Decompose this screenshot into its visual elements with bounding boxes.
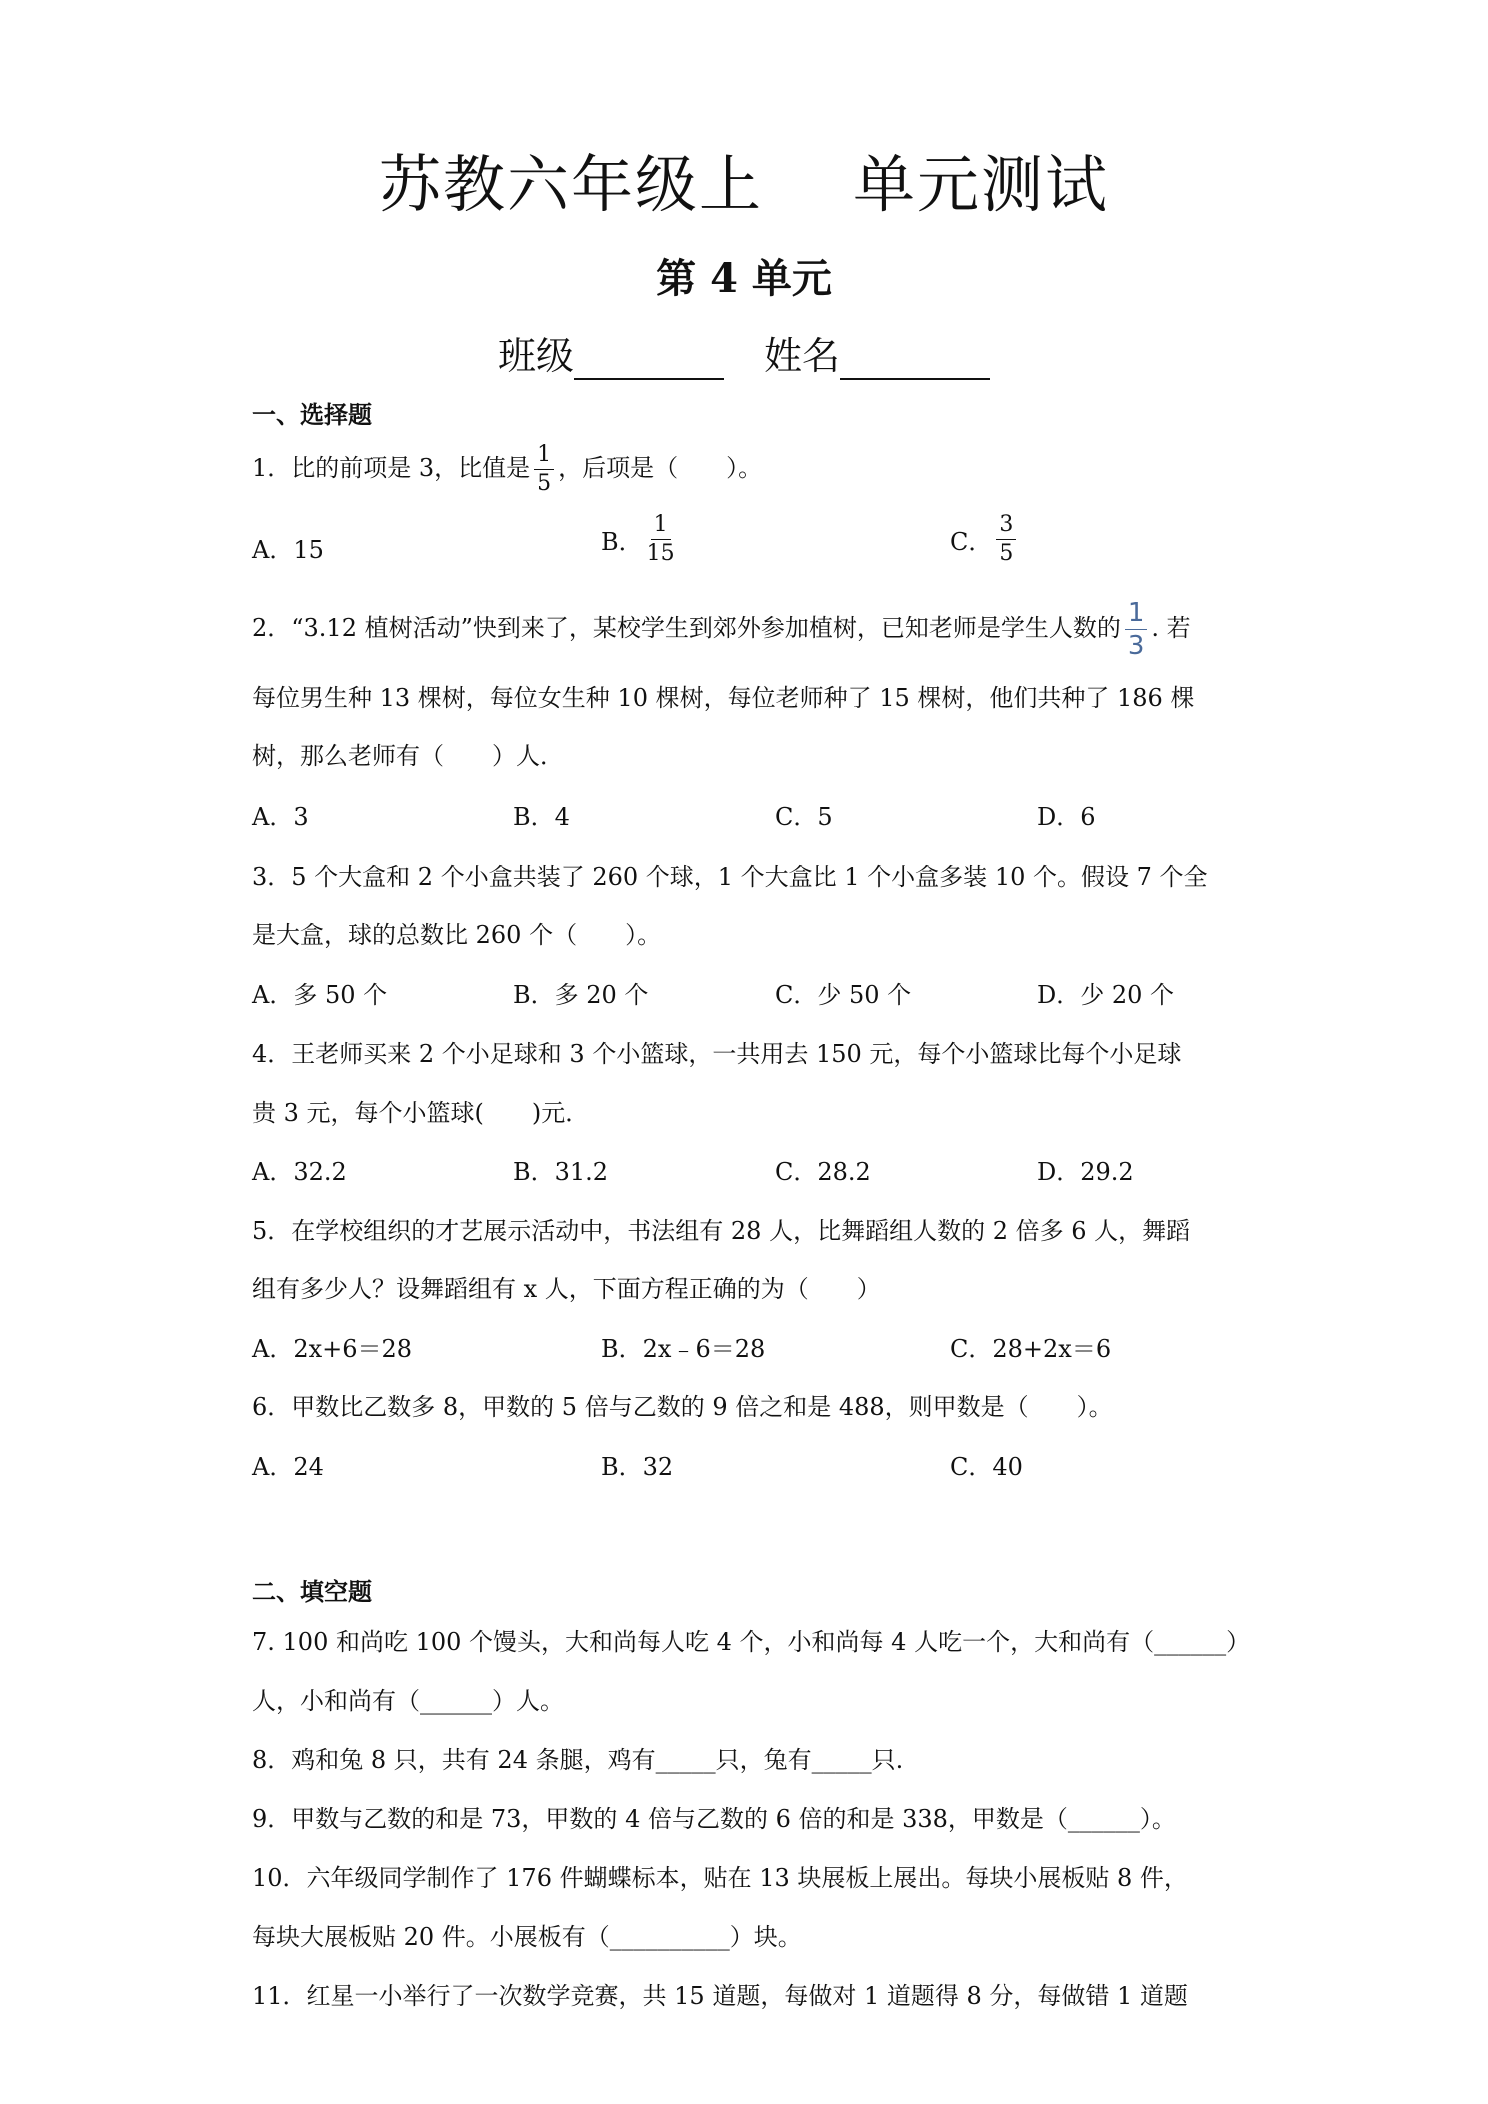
q5-option-a[interactable]: A．2x+6＝28 — [252, 1335, 413, 1363]
question-10-line-2: 每块大展板贴 20 件。小展板有（__________）块。 — [252, 1923, 802, 1951]
q1-option-c-label: C． — [950, 528, 993, 556]
q5-option-c[interactable]: C．28+2x＝6 — [950, 1335, 1112, 1363]
q2-option-d[interactable]: D．6 — [1037, 803, 1096, 831]
q1-text-a: 1．比的前项是 3，比值是 — [252, 454, 531, 482]
question-9: 9．甲数与乙数的和是 73，甲数的 4 倍与乙数的 6 倍的和是 338，甲数是（______）。 — [252, 1805, 1176, 1833]
q6-option-c[interactable]: C．40 — [950, 1453, 1023, 1481]
name-blank[interactable] — [840, 338, 990, 380]
question-8: 8．鸡和兔 8 只，共有 24 条腿，鸡有_____只，兔有_____只. — [252, 1746, 904, 1774]
question-7-line-1: 7. 100 和尚吃 100 个馒头，大和尚每人吃 4 个，小和尚每 4 人吃一个，大和尚有（______） — [252, 1628, 1251, 1656]
title-right: 单元测试 — [853, 148, 1110, 221]
q2-option-b[interactable]: B．4 — [513, 803, 570, 831]
question-6: 6．甲数比乙数多 8，甲数的 5 倍与乙数的 9 倍之和是 488，则甲数是（ ）。 — [252, 1393, 1113, 1421]
q5-option-b[interactable]: B．2x﹣6＝28 — [601, 1335, 766, 1363]
q1-option-b-label: B． — [601, 528, 643, 556]
q1-option-c[interactable] — [950, 514, 1020, 565]
question-4-line-1: 4．王老师买来 2 个小足球和 3 个小篮球，一共用去 150 元，每个小篮球比每个小足球 — [252, 1040, 1182, 1068]
q2-text-b: . 若 — [1151, 614, 1191, 642]
question-2-line-2: 每位男生种 13 棵树，每位女生种 10 棵树，每位老师种了 15 棵树，他们共种了 186 棵 — [252, 684, 1195, 712]
question-2-line-3: 树，那么老师有（ ）人． — [252, 742, 564, 770]
q1-frac-num: 1 — [534, 444, 554, 470]
unit-subtitle: 第 4 单元 — [656, 255, 832, 302]
q2-text-a: 2．“3.12 植树活动”快到来了，某校学生到郊外参加植树，已知老师是学生人数的 — [252, 614, 1121, 642]
question-3-line-2: 是大盒，球的总数比 260 个（ ）。 — [252, 921, 662, 949]
q4-option-d[interactable]: D．29.2 — [1037, 1158, 1134, 1186]
q1-option-b-fraction — [647, 514, 675, 565]
q2-fraction — [1125, 600, 1148, 659]
q6-option-b[interactable]: B．32 — [601, 1453, 674, 1481]
section-heading-fill: 二、填空题 — [252, 1578, 372, 1606]
student-info-line — [0, 325, 1488, 380]
q1-option-a[interactable]: A．15 — [252, 536, 324, 564]
q6-option-a[interactable]: A．24 — [252, 1453, 324, 1481]
q1-text-b: ，后项是（ ）。 — [558, 454, 763, 482]
title-left: 苏教六年级上 — [378, 148, 763, 221]
q1-option-c-den: 5 — [999, 541, 1014, 566]
q2-frac-num: 1 — [1125, 600, 1148, 630]
q1-fraction — [534, 444, 554, 495]
q4-option-a[interactable]: A．32.2 — [252, 1158, 347, 1186]
q1-option-c-num: 3 — [996, 514, 1016, 540]
question-5-line-1: 5．在学校组织的才艺展示活动中，书法组有 28 人，比舞蹈组人数的 2 倍多 6 人，舞蹈 — [252, 1217, 1191, 1245]
q1-option-b-den: 15 — [646, 541, 675, 566]
name-label: 姓名 — [764, 334, 841, 378]
q3-option-a[interactable]: A．多 50 个 — [252, 981, 388, 1009]
q1-option-c-fraction — [996, 514, 1016, 565]
question-10-line-1: 10．六年级同学制作了 176 件蝴蝶标本，贴在 13 块展板上展出。每块小展板贴 8 件， — [252, 1864, 1188, 1892]
question-3-line-1: 3．5 个大盒和 2 个小盒共装了 260 个球，1 个大盒比 1 个小盒多装 10 个。假设 7 个全 — [252, 863, 1208, 891]
q3-option-b[interactable]: B．多 20 个 — [513, 981, 649, 1009]
q3-option-d[interactable]: D．少 20 个 — [1037, 981, 1175, 1009]
section-heading-choice: 一、选择题 — [252, 401, 372, 429]
q2-option-a[interactable]: A．3 — [252, 803, 309, 831]
question-5-line-2: 组有多少人？设舞蹈组有 x 人，下面方程正确的为（ ） — [252, 1275, 881, 1303]
q2-option-c[interactable]: C．5 — [775, 803, 833, 831]
question-2-line-1 — [252, 600, 1191, 659]
q3-option-c[interactable]: C．少 50 个 — [775, 981, 912, 1009]
q1-option-b[interactable] — [601, 514, 679, 565]
class-blank[interactable] — [574, 338, 724, 380]
q1-option-b-num: 1 — [651, 514, 671, 540]
q4-option-b[interactable]: B．31.2 — [513, 1158, 609, 1186]
question-4-line-2: 贵 3 元，每个小篮球( )元． — [252, 1099, 590, 1127]
q1-frac-den: 5 — [537, 471, 552, 496]
class-label: 班级 — [497, 334, 574, 378]
question-11-line-1: 11．红星一小举行了一次数学竞赛，共 15 道题，每做对 1 道题得 8 分，每做错 1 道题 — [252, 1982, 1188, 2010]
question-7-line-2: 人，小和尚有（______）人。 — [252, 1687, 564, 1715]
page-title — [0, 135, 1488, 224]
q2-frac-den: 3 — [1127, 631, 1145, 661]
question-1 — [252, 444, 762, 495]
q4-option-c[interactable]: C．28.2 — [775, 1158, 871, 1186]
